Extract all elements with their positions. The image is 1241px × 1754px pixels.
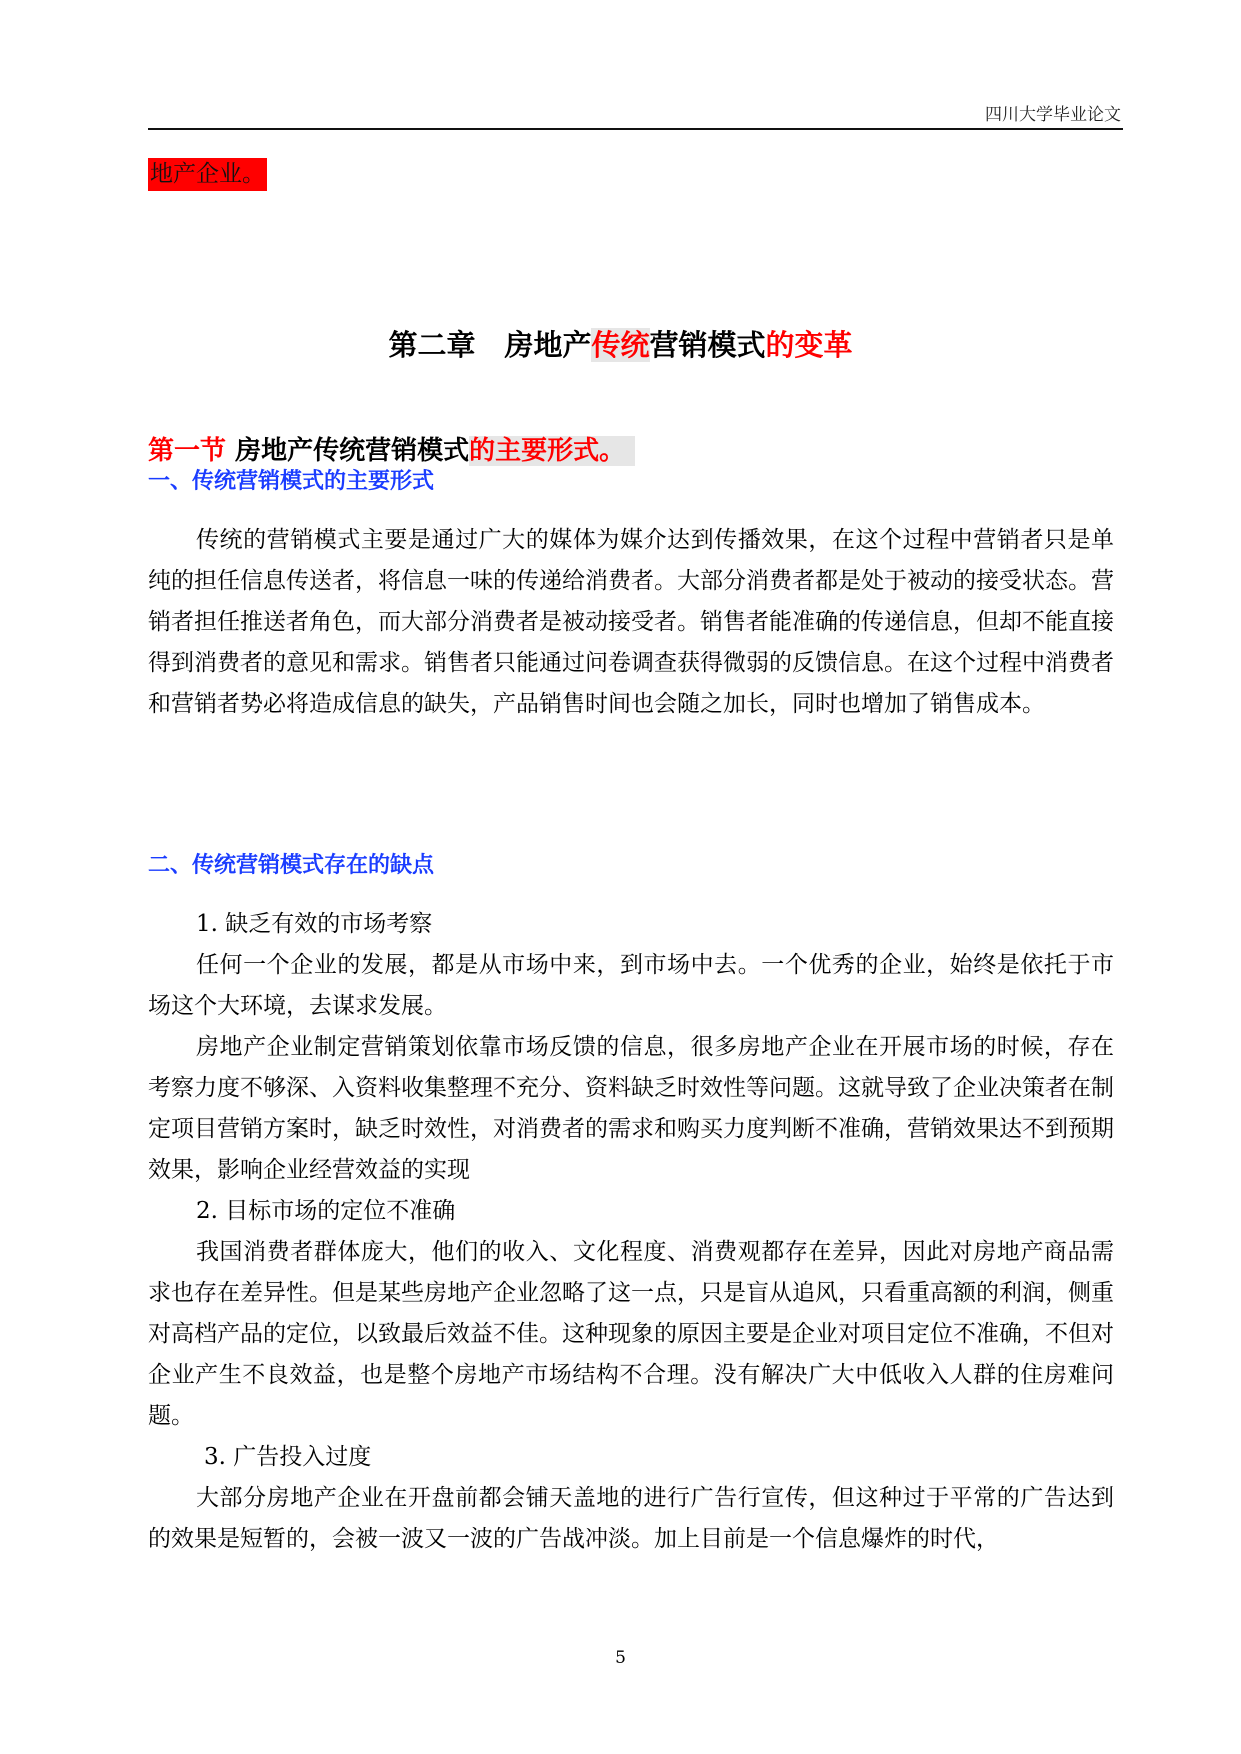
page-number: 5 bbox=[615, 1648, 626, 1668]
section-number: 第一节 bbox=[148, 436, 227, 466]
header-title: 四川大学毕业论文 bbox=[985, 105, 1121, 125]
chapter-title-suffix: 的变革 bbox=[765, 328, 853, 362]
paragraph-positioning: 我国消费者群体庞大，他们的收入、文化程度、消费观都存在差异，因此对房地产商品需求也存在差异性。但是某些房地产企业忽略了这一点，只是盲从追风，只看重高额的利润，侧重对高档产品的定位，以致最后效益不佳。这种现象的原因主要是企业对项目定位不准确，不但对企业产生不良效益，也是整个房地产市场结构不合理。没有解决广大中低收入人群的住房难问题。 bbox=[148, 1239, 1114, 1429]
subsection-heading-2: 二、传统营销模式存在的缺点 bbox=[148, 853, 435, 878]
item-label-1: 1. 缺乏有效的市场考察 bbox=[196, 911, 433, 937]
section-title-highlight: 的主要形式。 bbox=[469, 436, 635, 466]
item-label-2: 2. 目标市场的定位不准确 bbox=[196, 1198, 456, 1224]
item-label-3: 3. 广告投入过度 bbox=[204, 1444, 372, 1470]
paragraph-advertising: 大部分房地产企业在开盘前都会铺天盖地的进行广告行宣传，但这种过于平常的广告达到的效果是短暂的，会被一波又一波的广告战冲淡。加上目前是一个信息爆炸的时代， bbox=[148, 1485, 1114, 1552]
paragraph-market-1: 任何一个企业的发展，都是从市场中来，到市场中去。一个优秀的企业，始终是依托于市场这个大环境，去谋求发展。 bbox=[148, 952, 1114, 1019]
paragraph-market-2: 房地产企业制定营销策划依靠市场反馈的信息，很多房地产企业在开展市场的时候，存在考察力度不够深、入资料收集整理不充分、资料缺乏时效性等问题。这就导致了企业决策者在制定项目营销方案时，缺乏时效性，对消费者的需求和购买力度判断不准确，营销效果达不到预期效果，影响企业经营效益的实现 bbox=[148, 1034, 1114, 1183]
section-title bbox=[148, 432, 635, 470]
chapter-title-prefix: 第二章 房地产 bbox=[388, 328, 592, 362]
chapter-title-highlight: 传统 bbox=[591, 328, 650, 362]
subsection-heading-1: 一、传统营销模式的主要形式 bbox=[148, 469, 435, 494]
section-title-plain: 房地产传统营销模式 bbox=[235, 436, 470, 466]
header-rule bbox=[148, 128, 1123, 130]
continuation-text: 地产企业。 bbox=[148, 158, 267, 191]
chapter-title bbox=[0, 325, 1241, 365]
chapter-title-middle: 营销模式 bbox=[649, 328, 766, 362]
paragraph-traditional-marketing: 传统的营销模式主要是通过广大的媒体为媒介达到传播效果，在这个过程中营销者只是单纯的担任信息传送者，将信息一味的传递给消费者。大部分消费者都是处于被动的接受状态。营销者担任推送者角色，而大部分消费者是被动接受者。销售者能准确的传递信息，但却不能直接得到消费者的意见和需求。销售者只能通过问卷调查获得微弱的反馈信息。在这个过程中消费者和营销者势必将造成信息的缺失，产品销售时间也会随之加长，同时也增加了销售成本。 bbox=[148, 527, 1114, 717]
